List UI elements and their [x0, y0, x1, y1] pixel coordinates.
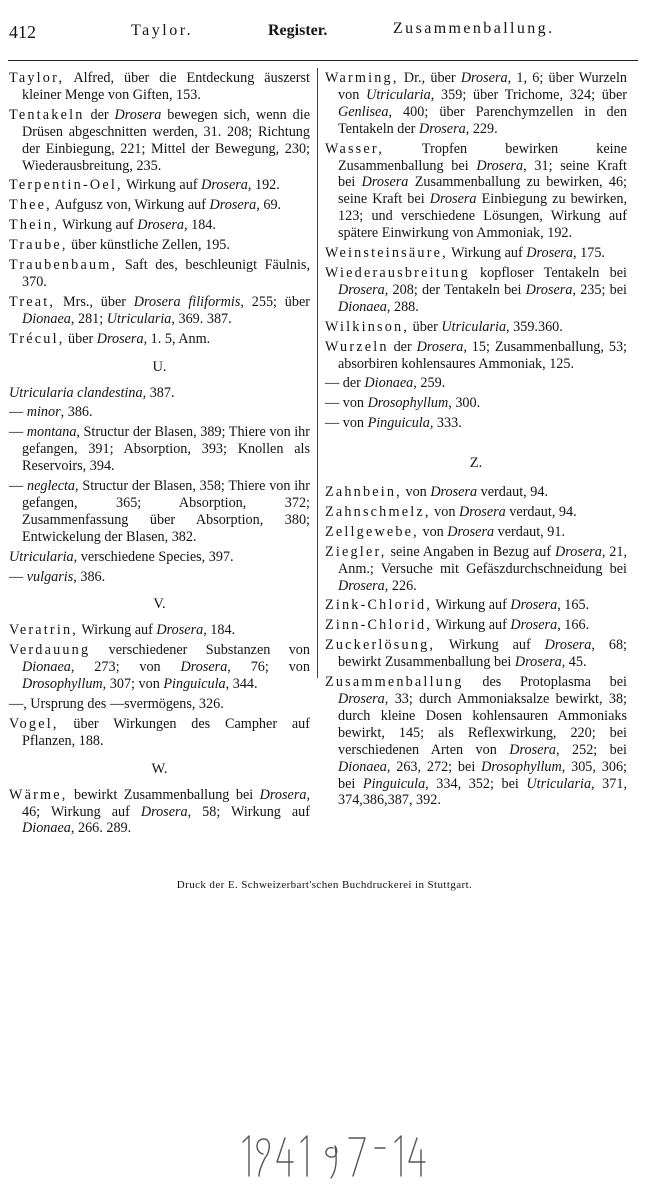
entry-text: Wirkung auf Drosera, 184. — [78, 622, 236, 639]
entry-text: Structur der Blasen, 389; Thiere von ihr gefangen, 391; Absorption, 393; Knollen als Reservoirs, 394. — [22, 424, 311, 475]
index-entry — [325, 265, 627, 316]
entry-text: Wirkung auf Drosera, 68; bewirkt Zusammenballung bei Drosera, 45. — [338, 637, 627, 671]
column-divider — [317, 68, 318, 678]
entry-text: über Utricularia, 359.360. — [409, 318, 563, 335]
entry-headword: Wurzeln — [325, 338, 389, 355]
entry-text: Wirkung auf Drosera, 184. — [58, 217, 216, 234]
handwritten-number-signature — [237, 1124, 427, 1184]
index-entry — [9, 424, 310, 475]
right-column — [325, 70, 627, 809]
entry-headword: Zahnbein, — [325, 484, 402, 501]
entry-text: Alfred, über die Entdeckung äuszerst kleiner Menge von Giften, 153. — [22, 70, 310, 103]
index-entry — [9, 787, 310, 838]
entry-headword: Zink-Chlorid, — [325, 597, 433, 614]
index-entry — [9, 197, 310, 214]
index-entry — [325, 395, 627, 412]
entry-text: Drosophyllum, 300. — [367, 395, 481, 412]
index-entry — [325, 375, 627, 392]
index-entry — [9, 642, 310, 693]
entry-text: 386. — [76, 568, 106, 585]
header-author: Taylor. — [131, 22, 194, 39]
entry-headword: Wasser, — [325, 140, 384, 157]
entry-headword: Zuckerlösung, — [325, 637, 436, 654]
entry-headword: — montana, — [9, 424, 80, 441]
entry-text: Wirkung auf Drosera, 192. — [122, 177, 280, 194]
entry-headword: —, — [9, 696, 27, 712]
printer-imprint: Druck der E. Schweizerbart'schen Buchdruckerei in Stuttgart. — [176, 879, 473, 891]
entry-headword: Treat, — [9, 293, 56, 310]
entry-text: über Wirkungen des Campher auf Pflanzen, 188. — [22, 715, 310, 749]
index-entry — [325, 504, 627, 521]
index-entry — [325, 524, 627, 541]
index-entry — [9, 70, 310, 104]
w-entries-right — [325, 70, 627, 432]
entry-headword: Thee, — [9, 197, 52, 214]
entry-text: Saft des, beschleunigt Fäulnis, 370. — [22, 257, 310, 290]
entry-headword: Traube, — [9, 237, 68, 254]
index-entry — [9, 478, 310, 546]
section-heading-v: V. — [153, 596, 166, 613]
entry-text: Tropfen bewirken keine Zusammenballung bei Drosera, 31; seine Kraft bei Drosera Zusammenballung zu bewirken, 46; seine Kraft bei Drosera Einbiegung zu bewirken, 123; und verschiedene Lösungen, Wirkung auf spätere Einwirkung von Ammoniak, 192. — [338, 140, 627, 242]
entry-text: Ursprung des —svermögens, 326. — [26, 696, 224, 712]
entry-headword: Terpentin-Oel, — [9, 177, 123, 194]
index-entry — [325, 674, 627, 809]
index-entry — [9, 622, 310, 639]
index-entry — [9, 177, 310, 194]
index-entry — [325, 484, 627, 501]
header-register: Register. — [268, 22, 328, 39]
entry-text: des Protoplasma bei Drosera, 33; durch Ammoniaksalze bewirkt, 38; durch kleine Dosen kohlensauren Ammoniaks bewirkt, 145; als Reflexwirkung, 220; bei verschiedenen Arten von Drosera, 252; bei Dionaea, 263, 272; bei Drosophyllum, 305, 306; bei Pinguicula, 334, 352; bei Utricularia, 371, 374,386,387, 392. — [338, 674, 627, 809]
v-entries — [9, 622, 310, 749]
entry-headword: — vulgaris, — [9, 568, 77, 585]
entry-headword: — von — [325, 395, 365, 412]
entry-headword: Trécul, — [9, 330, 65, 347]
entry-text: Pinguicula, 333. — [367, 415, 462, 432]
running-header — [0, 18, 649, 44]
entry-text: von Drosera verdaut, 91. — [418, 523, 565, 540]
entry-text: Wirkung auf Drosera, 166. — [432, 617, 590, 634]
entry-text: Mrs., über Drosera filiformis, 255; über Dionaea, 281; Utricularia, 369. 387. — [22, 293, 310, 327]
index-entry — [325, 637, 627, 671]
entry-text: verschiedener Substanzen von Dionaea, 273; von Drosera, 76; von Drosophyllum, 307; von Pinguicula, 344. — [22, 642, 310, 693]
index-entry — [9, 331, 310, 348]
entry-headword: — neglecta, — [9, 478, 79, 495]
entry-text: kopfloser Tentakeln bei Drosera, 208; der Tentakeln bei Drosera, 235; bei Dionaea, 288. — [338, 264, 627, 315]
t-entries — [9, 70, 310, 348]
entry-text: über künstliche Zellen, 195. — [67, 237, 230, 254]
entry-text: Dr., über Drosera, 1, 6; über Wurzeln von Utricularia, 359; über Trichome, 324; über Genlisea, 400; über Parenchymzellen in den Tentakeln der Drosera, 229. — [338, 70, 628, 137]
page-number: 412 — [9, 22, 36, 42]
z-entries — [325, 484, 627, 809]
index-entry — [9, 404, 310, 421]
entry-headword: Traubenbaum, — [9, 257, 118, 274]
entry-headword: Weinsteinsäure, — [325, 245, 448, 262]
entry-headword: Verdauung — [9, 642, 91, 659]
entry-text: von Drosera verdaut, 94. — [430, 503, 577, 520]
index-entry — [9, 294, 310, 328]
entry-text: Dionaea, 259. — [364, 375, 446, 392]
entry-headword: Thein, — [9, 217, 59, 234]
entry-headword: Utricularia clandestina, — [9, 384, 147, 401]
entry-headword: Wiederausbreitung — [325, 264, 470, 281]
entry-headword: Ziegler, — [325, 543, 387, 560]
section-heading-z: Z. — [469, 455, 483, 472]
entry-text: Wirkung auf Drosera, 175. — [447, 245, 605, 262]
entry-headword: Zellgewebe, — [325, 523, 419, 540]
index-entry — [9, 257, 310, 291]
index-entry — [9, 696, 310, 713]
entry-headword: Veratrin, — [9, 622, 79, 639]
header-keyword: Zusammenballung. — [393, 20, 555, 37]
section-heading-u: U. — [152, 358, 167, 375]
entry-headword: Taylor, — [9, 70, 65, 86]
entry-text: der Drosera, 15; Zusammenballung, 53; absorbiren kohlensaures Ammoniak, 125. — [338, 338, 627, 372]
entry-text: von Drosera verdaut, 94. — [401, 484, 549, 501]
entry-headword: Zinn-Chlorid, — [325, 617, 433, 634]
entry-text: der Drosera bewegen sich, wenn die Drüsen abgeschnitten werden, 31. 208; Richtung der Einbiegung, 221; Mittel der Bewegung, 230; Wiederausbreitung, 235. — [22, 106, 310, 174]
entry-headword: Tentakeln — [9, 106, 85, 123]
entry-headword: Zusammenballung — [325, 674, 464, 691]
entry-headword: — minor, — [9, 404, 65, 421]
index-entry — [9, 107, 310, 175]
index-entry — [9, 716, 310, 750]
index-entry — [325, 597, 627, 614]
entry-text: verschiedene Species, 397. — [77, 548, 234, 565]
w-entries-left — [9, 787, 310, 838]
entry-headword: — von — [325, 415, 365, 432]
left-column — [9, 70, 310, 837]
index-entry — [325, 245, 627, 262]
entry-text: bewirkt Zusammenballung bei Drosera, 46; Wirkung auf Drosera, 58; Wirkung auf Dionaea, 266. 289. — [22, 786, 311, 837]
entry-text: 386. — [64, 404, 93, 421]
entry-headword: Wilkinson, — [325, 318, 410, 335]
index-entry — [325, 544, 627, 595]
section-heading-w: W. — [151, 760, 168, 777]
index-entry — [325, 319, 627, 336]
index-entry — [9, 237, 310, 254]
index-entry — [9, 385, 310, 402]
entry-text: seine Angaben in Bezug auf Drosera, 21, Anm.; Versuche mit Gefäszdurchschneidung bei Drosera, 226. — [338, 543, 628, 594]
index-entry — [325, 339, 627, 373]
index-entry — [325, 415, 627, 432]
index-entry — [325, 141, 627, 242]
entry-headword: Wärme, — [9, 786, 68, 803]
entry-text: Structur der Blasen, 358; Thiere von ihr gefangen, 365; Absorption, 372; Zusammenfassung über Absorption, 380; Entwickelung der Blasen, 382. — [22, 478, 311, 545]
header-rule — [8, 60, 638, 61]
entry-headword: Warming, — [325, 70, 399, 86]
entry-headword: — der — [325, 375, 361, 392]
entry-text: Wirkung auf Drosera, 165. — [432, 597, 590, 614]
index-entry — [325, 617, 627, 634]
u-entries — [9, 385, 310, 586]
index-entry — [9, 569, 310, 586]
entry-headword: Zahnschmelz, — [325, 503, 431, 520]
entry-headword: Vogel, — [9, 715, 59, 732]
index-entry — [9, 549, 310, 566]
index-entry — [325, 70, 627, 138]
entry-text: über Drosera, 1. 5, Anm. — [64, 330, 211, 347]
index-entry — [9, 217, 310, 234]
entry-text: 387. — [146, 384, 175, 401]
entry-text: Aufgusz von, Wirkung auf Drosera, 69. — [51, 197, 282, 214]
entry-headword: Utricularia, — [9, 548, 78, 565]
